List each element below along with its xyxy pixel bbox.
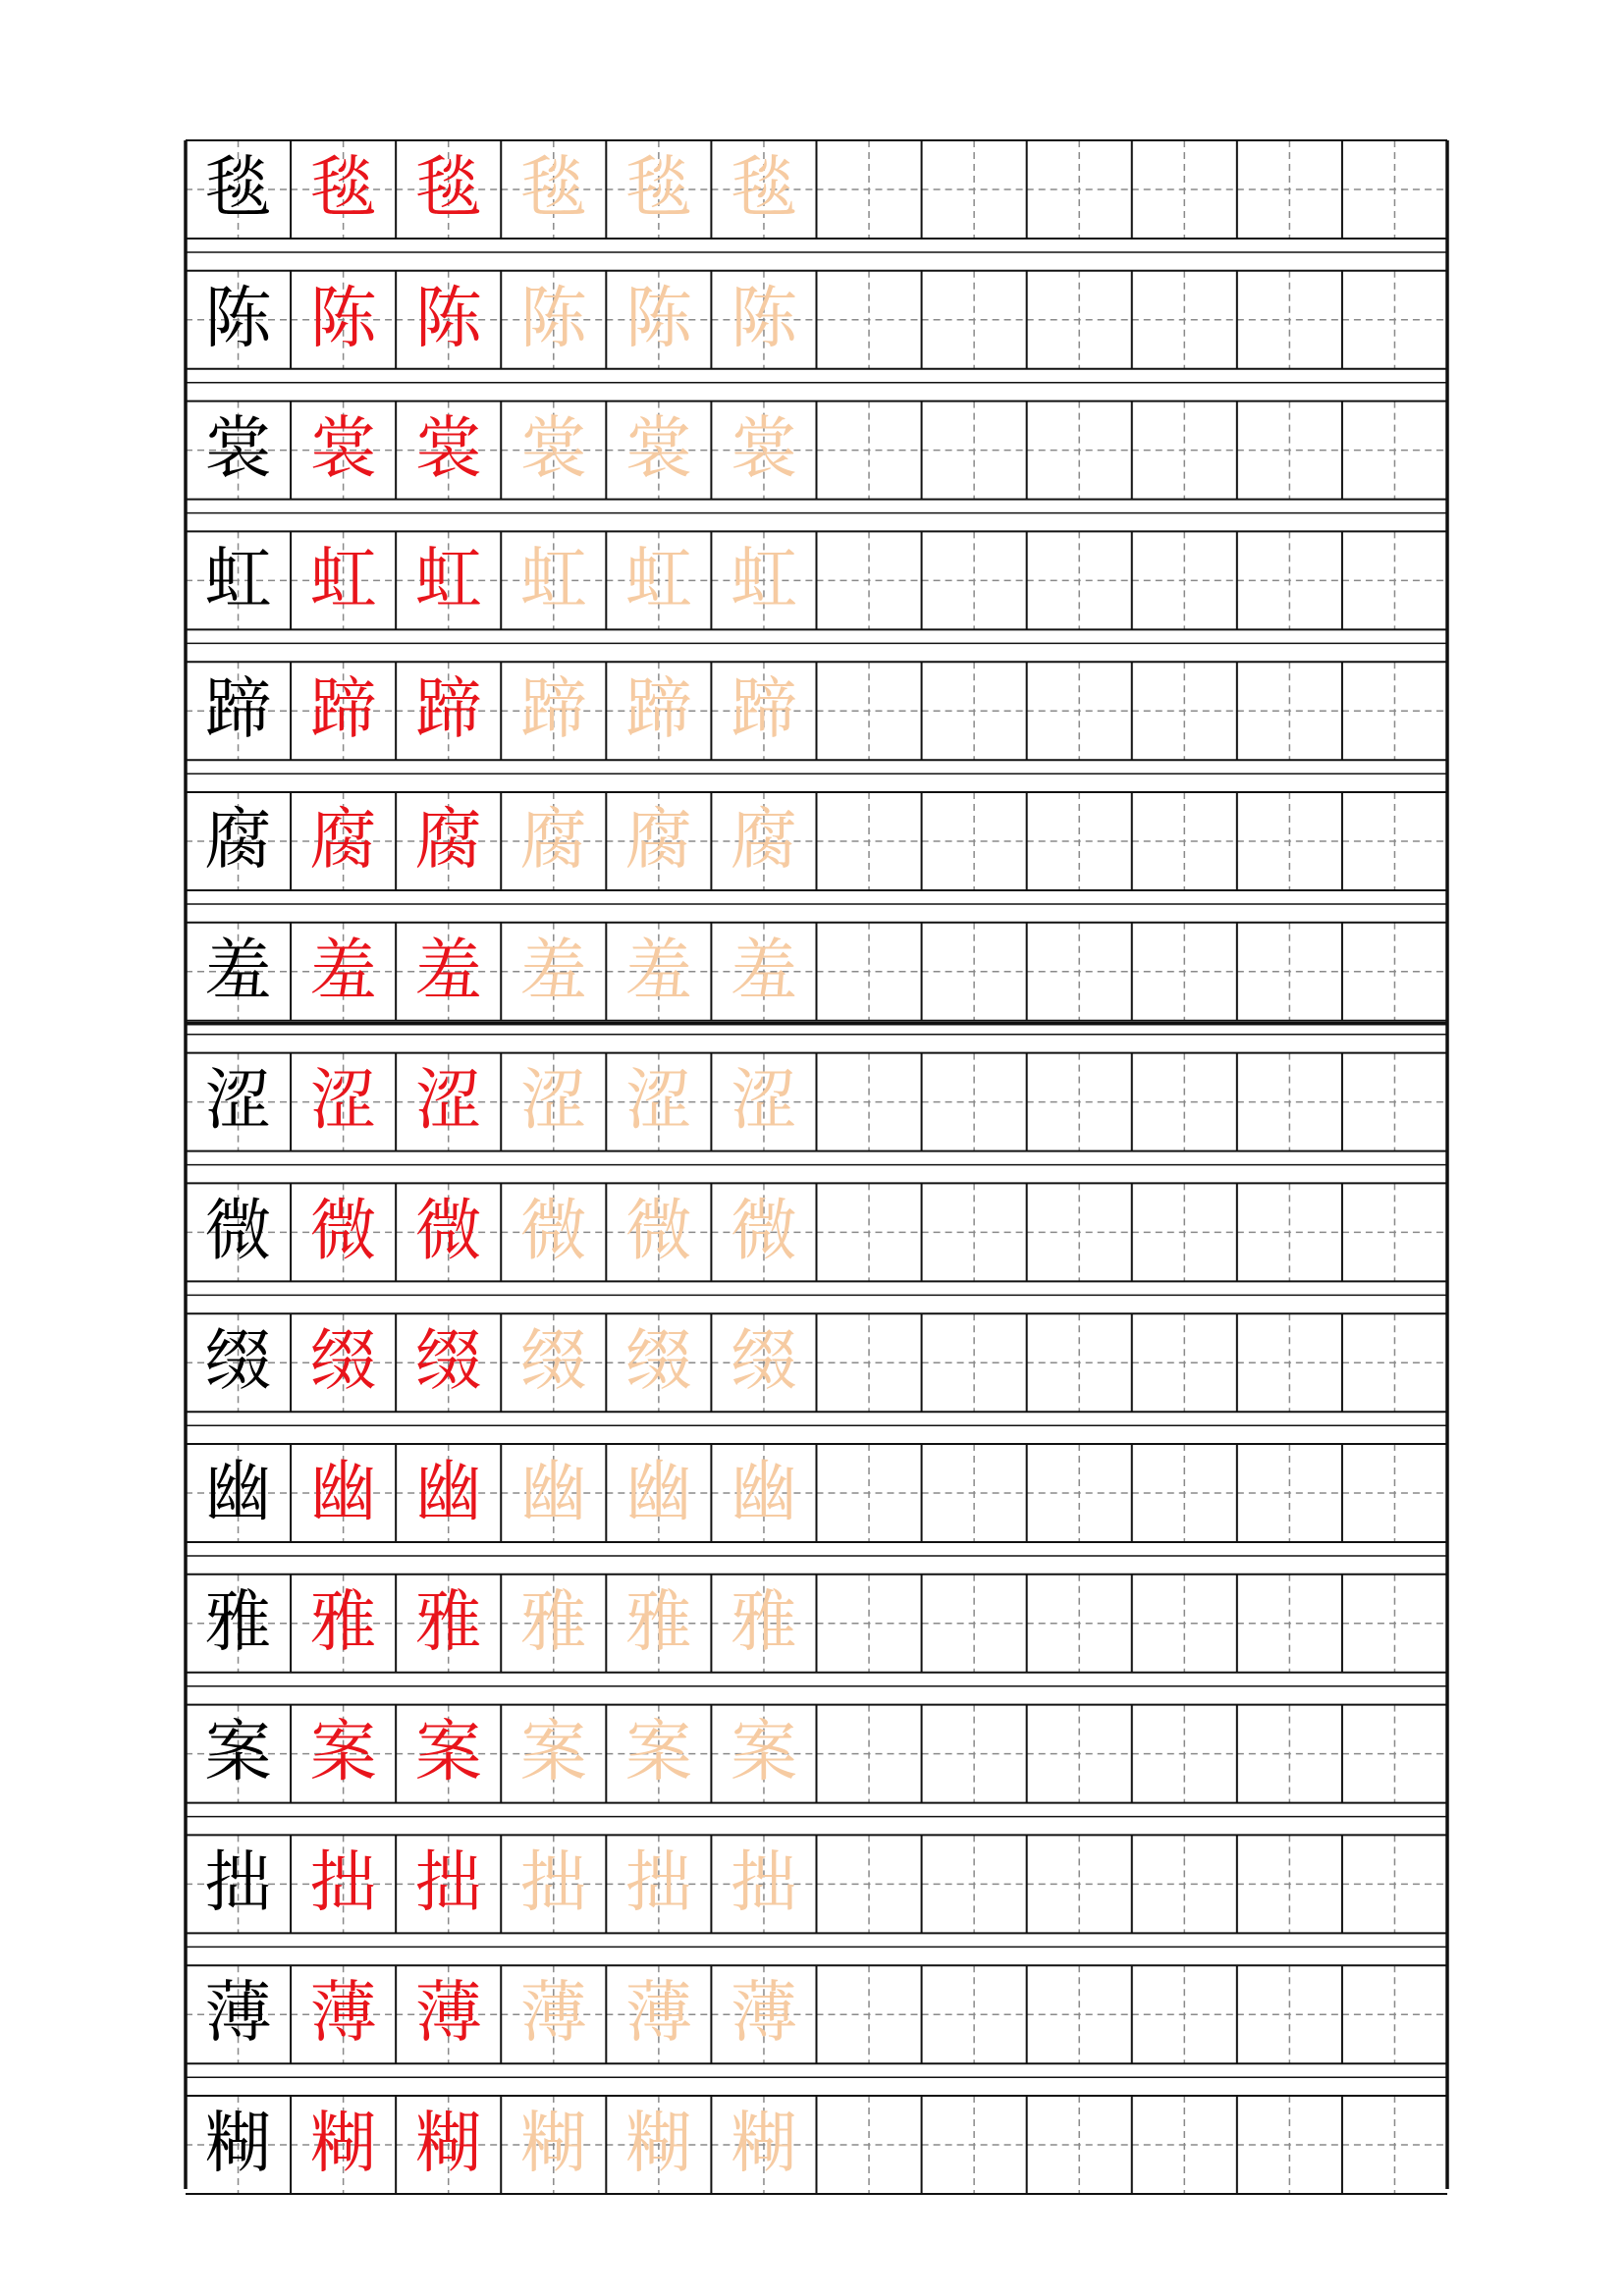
example-character: 羞 [309,932,377,1010]
example-character: 拙 [414,1843,482,1922]
example-character: 陈 [414,280,482,358]
model-character: 拙 [204,1843,272,1922]
trace-character: 腐 [624,801,692,880]
trace-character: 薄 [730,1974,797,2053]
example-character: 毯 [414,149,482,228]
example-character: 缀 [309,1322,377,1401]
trace-character: 糊 [624,2105,692,2183]
trace-character: 涩 [730,1062,797,1141]
example-character: 缀 [414,1322,482,1401]
example-character: 雅 [309,1583,377,1662]
trace-character: 幽 [519,1453,587,1531]
model-character: 雅 [204,1583,272,1662]
trace-character: 虹 [519,540,587,618]
example-character: 幽 [414,1453,482,1531]
model-character: 蹄 [204,670,272,749]
model-character: 缀 [204,1322,272,1401]
trace-character: 拙 [624,1843,692,1922]
trace-character: 糊 [730,2105,797,2183]
model-character: 虹 [204,540,272,618]
trace-character: 案 [519,1714,587,1792]
example-character: 拙 [309,1843,377,1922]
trace-character: 缀 [624,1322,692,1401]
trace-character: 微 [730,1192,797,1270]
trace-character: 蹄 [519,670,587,749]
trace-character: 微 [519,1192,587,1270]
example-character: 案 [414,1714,482,1792]
trace-character: 虹 [624,540,692,618]
trace-character: 拙 [519,1843,587,1922]
example-character: 微 [414,1192,482,1270]
example-character: 薄 [309,1974,377,2053]
trace-character: 涩 [519,1062,587,1141]
trace-character: 糊 [519,2105,587,2183]
trace-character: 裳 [624,410,692,489]
example-character: 腐 [414,801,482,880]
example-character: 毯 [309,149,377,228]
trace-character: 缀 [519,1322,587,1401]
trace-character: 羞 [624,932,692,1010]
model-character: 幽 [204,1453,272,1531]
trace-character: 雅 [624,1583,692,1662]
trace-character: 陈 [519,280,587,358]
model-character: 腐 [204,801,272,880]
trace-character: 薄 [624,1974,692,2053]
model-character: 微 [204,1192,272,1270]
example-character: 糊 [309,2105,377,2183]
trace-character: 蹄 [730,670,797,749]
trace-character: 涩 [624,1062,692,1141]
model-character: 羞 [204,932,272,1010]
example-character: 微 [309,1192,377,1270]
example-character: 糊 [414,2105,482,2183]
trace-character: 薄 [519,1974,587,2053]
trace-character: 裳 [730,410,797,489]
example-character: 陈 [309,280,377,358]
trace-character: 案 [624,1714,692,1792]
trace-character: 雅 [730,1583,797,1662]
trace-character: 羞 [730,932,797,1010]
trace-character: 毯 [730,149,797,228]
trace-character: 陈 [624,280,692,358]
example-character: 羞 [414,932,482,1010]
trace-character: 蹄 [624,670,692,749]
trace-character: 案 [730,1714,797,1792]
model-character: 案 [204,1714,272,1792]
example-character: 蹄 [414,670,482,749]
example-character: 案 [309,1714,377,1792]
model-character: 裳 [204,410,272,489]
example-character: 薄 [414,1974,482,2053]
example-character: 幽 [309,1453,377,1531]
example-character: 涩 [414,1062,482,1141]
trace-character: 腐 [519,801,587,880]
trace-character: 毯 [519,149,587,228]
example-character: 裳 [309,410,377,489]
trace-character: 雅 [519,1583,587,1662]
example-character: 蹄 [309,670,377,749]
trace-character: 裳 [519,410,587,489]
example-character: 腐 [309,801,377,880]
trace-character: 幽 [730,1453,797,1531]
trace-character: 羞 [519,932,587,1010]
trace-character: 拙 [730,1843,797,1922]
model-character: 糊 [204,2105,272,2183]
trace-character: 虹 [730,540,797,618]
trace-character: 微 [624,1192,692,1270]
trace-character: 缀 [730,1322,797,1401]
trace-character: 陈 [730,280,797,358]
example-character: 涩 [309,1062,377,1141]
example-character: 虹 [414,540,482,618]
example-character: 雅 [414,1583,482,1662]
trace-character: 幽 [624,1453,692,1531]
example-character: 裳 [414,410,482,489]
model-character: 陈 [204,280,272,358]
trace-character: 毯 [624,149,692,228]
model-character: 毯 [204,149,272,228]
example-character: 虹 [309,540,377,618]
model-character: 薄 [204,1974,272,2053]
model-character: 涩 [204,1062,272,1141]
trace-character: 腐 [730,801,797,880]
